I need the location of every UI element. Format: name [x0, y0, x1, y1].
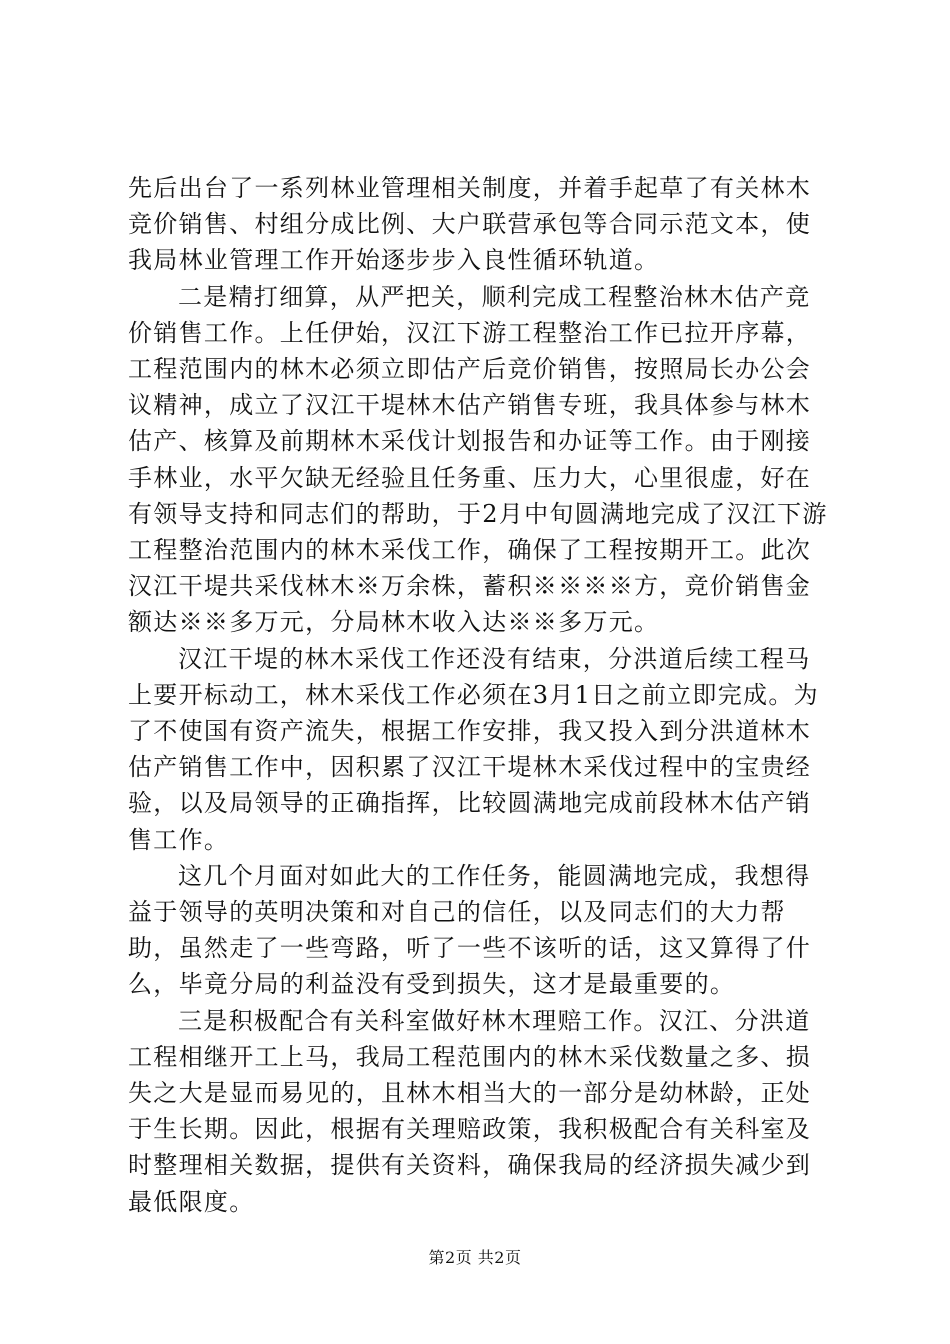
- paragraph: 先后出台了一系列林业管理相关制度，并着手起草了有关林木竞价销售、村组分成比例、大户联营承包等合同示范文本，使我局林业管理工作开始逐步步入良性循环轨道。: [128, 174, 812, 275]
- paragraph: 二是精打细算，从严把关，顺利完成工程整治林木估产竞价销售工作。上任伊始，汉江下游工程整治工作已拉开序幕，工程范围内的林木必须立即估产后竞价销售，按照局长办公会议精神，成立了汉江干堤林木估产销售专班，我具体参与林木估产、核算及前期林木采伐计划报告和办证等工作。由于刚接手林业，水平欠缺无经验且任务重、压力大，心里很虚，好在有领导支持和同志们的帮助，于2月中旬圆满地完成了汉江下游工程整治范围内的林木采伐工作，确保了工程按期开工。此次汉江干堤共采伐林木※万余株，蓄积※※※※方，竞价销售金额达※※多万元，分局林木收入达※※多万元。: [128, 282, 828, 637]
- paragraph: 这几个月面对如此大的工作任务，能圆满地完成，我想得益于领导的英明决策和对自己的信任，以及同志们的大力帮助，虽然走了一些弯路，听了一些不该听的话，这又算得了什么，毕竟分局的利益没有受到损失，这才是最重要的。: [128, 861, 812, 999]
- paragraph: 三是积极配合有关科室做好林木理赔工作。汉江、分洪道工程相继开工上马，我局工程范围内的林木采伐数量之多、损失之大是显而易见的，且林木相当大的一部分是幼林龄，正处于生长期。因此，根据有关理赔政策，我积极配合有关科室及时整理相关数据，提供有关资料，确保我局的经济损失减少到最低限度。: [128, 1006, 812, 1216]
- document-body: [128, 170, 828, 1220]
- page-number-footer: 第2页 共2页: [428, 1248, 522, 1267]
- paragraph: 汉江干堤的林木采伐工作还没有结束，分洪道后续工程马上要开标动工，林木采伐工作必须在3月1日之前立即完成。为了不使国有资产流失，根据工作安排，我又投入到分洪道林木估产销售工作中，因积累了汉江干堤林木采伐过程中的宝贵经验，以及局领导的正确指挥，比较圆满地完成前段林木估产销售工作。: [128, 644, 819, 854]
